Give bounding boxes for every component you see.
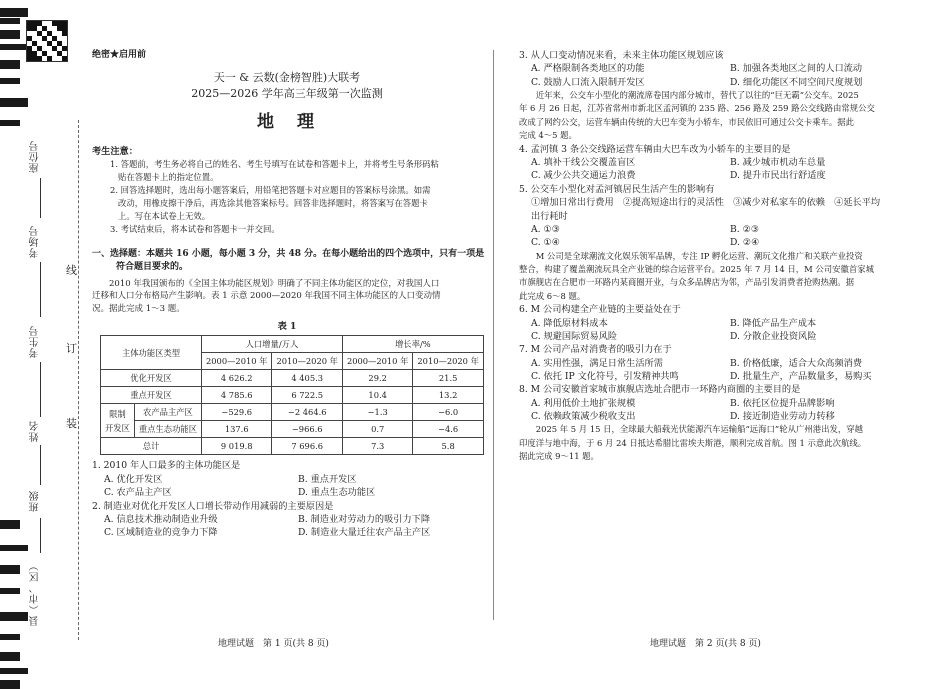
- stripe-bar: [0, 520, 20, 529]
- table-cell: 137.6: [202, 421, 272, 438]
- option: D. 提升市民出行舒适度: [730, 170, 826, 182]
- exam-room-label: 考场号: [30, 225, 41, 258]
- passage-line: 2010 年我国颁布的《全国主体功能区规划》明确了不同主体功能区的定位，对我国人口: [109, 279, 440, 290]
- passage-line: 2025 年 5 月 15 日，全球最大船载光伏能源汽车运输船“远海口”轮从广州港出发，穿越: [535, 424, 863, 435]
- option: B. 依托区位提升品牌影响: [730, 397, 835, 409]
- stripe-bar: [0, 652, 20, 661]
- note-line: 3. 考试结束后，将本试卷和答题卡一并交回。: [110, 223, 280, 234]
- option: D. 制造业大量迁往农产品主产区: [298, 527, 431, 539]
- passage-line: 此完成 6～8 题。: [519, 290, 586, 301]
- option: C. 农产品主产区: [104, 487, 172, 499]
- passage-2: [519, 89, 919, 143]
- passage-3: [519, 250, 919, 304]
- option: B. 加强各类地区之间的人口流动: [730, 63, 863, 75]
- option: B. ②③: [730, 223, 760, 235]
- stripe-bar: [0, 634, 20, 640]
- table-cell: 4 626.2: [202, 370, 272, 387]
- table-header-rate: 增长率/%: [342, 336, 483, 353]
- seat-number-label: 座位号: [30, 140, 41, 173]
- question-2: 2. 制造业对优化开发区人口增长带动作用减弱的主要原因是: [92, 500, 334, 512]
- table-row: [101, 404, 484, 421]
- passage-line: M 公司是全球潮流文化娱乐领军品牌，专注 IP 孵化运营、潮玩文化推广和关联产业投资: [535, 250, 863, 261]
- option: D. 细化功能区不同空间尺度规划: [730, 76, 863, 88]
- option: A. ①③: [531, 223, 560, 235]
- cut-line: [78, 120, 79, 640]
- table-cell: 总计: [101, 438, 202, 455]
- exam-name: 天一 & 云数(金榜智胜)大联考: [213, 71, 361, 85]
- table-cell: −1.3: [342, 404, 412, 421]
- table-cell: −966.6: [272, 421, 342, 438]
- question-5: 5. 公交车小型化对孟河镇居民生活产生的影响有: [519, 183, 715, 195]
- option: D. 分散企业投资风险: [730, 330, 817, 342]
- question-3: 3. 从人口变动情况来看，未来主体功能区规划应该: [519, 50, 724, 61]
- binding-stripe: [0, 0, 28, 688]
- stripe-bar: [0, 565, 20, 574]
- table-cell: 29.2: [342, 370, 412, 387]
- question-4-options: [519, 156, 919, 183]
- cut-mark-assemble: 装: [66, 417, 77, 430]
- question-8-options: [519, 397, 919, 424]
- table-header-increment: 人口增量/万人: [202, 336, 343, 353]
- stripe-bar: [0, 588, 20, 594]
- qr-code: [26, 20, 68, 62]
- table-cell: 优化开发区: [101, 370, 202, 387]
- stripe-bar: [0, 612, 28, 621]
- table-caption: 表 1: [277, 321, 297, 333]
- notes-title: 考生注意：: [92, 145, 138, 157]
- table-cell: 7.3: [342, 438, 412, 455]
- table-cell: 0.7: [342, 421, 412, 438]
- table-cell: 7 696.6: [272, 438, 342, 455]
- question-6-options: [519, 317, 919, 344]
- page-footer-1: 地理试题 第 1 页(共 8 页): [218, 639, 329, 649]
- option: D. ②④: [730, 237, 760, 249]
- table-cell: 9 019.8: [202, 438, 272, 455]
- table-cell: 6 722.5: [272, 387, 342, 404]
- question-6: 6. M 公司构建全产业链的主要益处在于: [519, 304, 681, 316]
- table-header-type: 主体功能区类型: [101, 336, 202, 370]
- qr-module: [37, 56, 42, 61]
- note-line: 改动，用橡皮擦干净后，再选涂其他答案标号。回答非选择题时，将答案写在答题卡: [118, 197, 428, 208]
- stripe-bar: [0, 18, 20, 24]
- passage-line: 完成 4～5 题。: [519, 130, 577, 141]
- table-row: [101, 387, 484, 404]
- cut-mark-bind: 订: [66, 342, 77, 355]
- option: C. 减少公共交通运力浪费: [531, 170, 636, 182]
- stripe-bar: [0, 98, 28, 107]
- table-cell: −529.6: [202, 404, 272, 421]
- option: D. 批量生产，产品数量多，易购买: [730, 371, 872, 382]
- question-2-options: [92, 513, 482, 540]
- passage-line: 整合，构建了覆盖潮流玩具全产业链的综合运营平台。2025 年 7 月 14 日，M 公司安徽首家城: [519, 263, 874, 274]
- passage-line: 据此完成 9～11 题。: [519, 451, 599, 462]
- stripe-bar: [0, 545, 28, 551]
- table-cell: 4 785.6: [202, 387, 272, 404]
- name-label: 姓名: [30, 420, 41, 442]
- right-column: [519, 49, 919, 464]
- qr-module: [62, 31, 67, 36]
- table-cell: −2 464.6: [272, 404, 342, 421]
- option: B. 减少城市机动车总量: [730, 157, 826, 169]
- table-header-period: 2010—2020 年: [272, 353, 342, 370]
- name-field: [40, 445, 41, 485]
- note-line: 1. 答题前，考生务必将自己的姓名、考生号填写在试卷和答题卡上，并将考生号条形码粘: [110, 158, 439, 169]
- question-7-options: [519, 357, 919, 384]
- notes-list: [92, 158, 482, 236]
- option: A. 严格限制各类地区的功能: [531, 63, 645, 75]
- option: A. 实用性强，满足日常生活所需: [531, 357, 663, 369]
- passage-line: 年 6 月 26 日起，江苏省常州市新北区孟河镇的 235 路、256 路及 259 路公交线路由常规公交: [519, 103, 875, 114]
- option: C. 依赖政策减少税收支出: [531, 411, 636, 423]
- question-1-options: [92, 473, 482, 500]
- option: A. 利用低价土地扩张规模: [531, 397, 636, 409]
- qr-module: [47, 56, 52, 61]
- stripe-bar: [0, 44, 28, 50]
- section-title: 一、选择题：本题共 16 小题，每小题 3 分，共 48 分。在每小题给出的四个选项中，只有一项是: [92, 249, 485, 259]
- question-5-items-cont: 出行耗时: [531, 210, 568, 222]
- table-cell: 5.8: [413, 438, 483, 455]
- question-4: 4. 孟河镇 3 条公交线路运营车辆由大巴车改为小轿车的主要目的是: [519, 143, 791, 155]
- exam-room-field: [40, 262, 41, 317]
- question-8: 8. M 公司安徽首家城市旗舰店选址合肥市一环路内商圈的主要目的是: [519, 384, 801, 396]
- passage-line: 印度洋与地中海，于 6 月 24 日抵达希腊比雷埃夫斯港，顺利完成首航。图 1 示意此次航线。: [519, 437, 867, 448]
- question-1: 1. 2010 年人口最多的主体功能区是: [92, 460, 241, 472]
- restrict-label: 限制: [109, 408, 126, 419]
- question-5-options: [519, 223, 919, 250]
- question-3-options: [519, 62, 919, 89]
- table-cell: 重点生态功能区: [134, 421, 201, 438]
- table-header-period: 2000—2010 年: [202, 353, 272, 370]
- qr-module: [62, 46, 67, 51]
- candidate-number-label: 考生号: [30, 325, 41, 358]
- passage-line: 迁移和人口分布格局产生影响。表 1 示意 2000—2020 年我国不同主体功能区的人口变动情: [92, 291, 441, 302]
- stripe-bar: [0, 60, 20, 69]
- note-line: 上。写在本试卷上无效。: [118, 210, 211, 221]
- qr-module: [62, 56, 67, 61]
- option: B. 价格低廉，适合大众高频消费: [730, 357, 863, 369]
- option: C. 规避国际贸易风险: [531, 330, 618, 342]
- table-cell: 4 405.3: [272, 370, 342, 387]
- stripe-bar: [0, 78, 20, 84]
- section-title-cont: 符合题目要求的。: [116, 262, 189, 273]
- table-cell: 21.5: [413, 370, 483, 387]
- table-cell: −4.6: [413, 421, 483, 438]
- secret-mark: 绝密★启用前: [92, 50, 147, 60]
- table-row: [101, 370, 484, 387]
- option: B. 重点开发区: [298, 473, 357, 485]
- cut-mark-line: 线: [66, 264, 77, 277]
- table-cell: −6.0: [413, 404, 483, 421]
- passage-line: 改成了网约公交，运营车辆由传统的大巴车变为小轿车，市民依旧可通过公交卡乘车。据此: [519, 116, 854, 127]
- population-table: [100, 335, 484, 455]
- passage-4: [519, 423, 919, 463]
- option: A. 填补干线公交覆盖盲区: [531, 157, 636, 169]
- column-divider: [493, 50, 494, 620]
- table-row: [101, 438, 484, 455]
- option: A. 降低原材料成本: [531, 317, 608, 329]
- candidate-number-field: [40, 362, 41, 417]
- option: B. 降低产品生产成本: [730, 317, 817, 329]
- table-cell: 10.4: [342, 387, 412, 404]
- passage-line: 近年来，公交车小型化的潮流席卷国内部分城市，替代了以往的“巨无霸”公交车。2025: [535, 90, 859, 101]
- stripe-bar: [0, 120, 20, 126]
- subject-title: 地 理: [257, 111, 317, 132]
- note-line: 贴在答题卡上的指定位置。: [118, 171, 219, 182]
- stripe-bar: [0, 30, 20, 39]
- option: A. 优化开发区: [104, 473, 163, 485]
- option: D. 重点生态功能区: [298, 487, 376, 499]
- option: C. ①④: [531, 237, 561, 249]
- stripe-bar: [0, 668, 28, 674]
- option: C. 依托 IP 文化符号，引发精神共鸣: [531, 371, 679, 382]
- left-column: [92, 49, 485, 540]
- table-row: [101, 421, 484, 438]
- question-7: 7. M 公司产品对消费者的吸引力在于: [519, 344, 672, 356]
- page-footer-2: 地理试题 第 2 页(共 8 页): [650, 639, 761, 649]
- option: C. 鼓励人口流入限制开发区: [531, 76, 645, 88]
- question-5-items: ①增加日常出行费用 ②提高短途出行的灵活性 ③减少对私家车的依赖 ④延长平均: [531, 197, 881, 209]
- table-cell: 13.2: [413, 387, 483, 404]
- exam-year: 2025—2026 学年高三年级第一次监测: [191, 86, 383, 100]
- option: B. 制造业对劳动力的吸引力下降: [298, 513, 431, 525]
- table-header-period: 2000—2010 年: [342, 353, 412, 370]
- table-cell-restrict: [101, 404, 135, 438]
- option: D. 接近制造业劳动力转移: [730, 411, 835, 423]
- note-line: 2. 回答选择题时，选出每小题答案后，用铅笔把答题卡对应题目的答案标号涂黑。如需: [110, 184, 431, 195]
- table-cell: 重点开发区: [101, 387, 202, 404]
- table-cell: 农产品主产区: [134, 404, 201, 421]
- stripe-bar: [0, 8, 28, 17]
- option: A. 信息技术推动制造业升级: [104, 513, 218, 525]
- passage-line: 况。据此完成 1～3 题。: [92, 303, 185, 314]
- passage-line: 市旗舰店在合肥市一环路内某商圈开业，与众多品牌店为邻，产品引发消费者抢购热潮。据: [519, 277, 854, 288]
- seat-number-field: [40, 178, 41, 218]
- county-label: 县（市、区）: [30, 560, 41, 626]
- option: C. 区域制造业的竞争力下降: [104, 527, 218, 539]
- restrict-label: 开发区: [105, 422, 130, 433]
- class-label: 班级: [30, 490, 41, 512]
- table-header-period: 2010—2020 年: [413, 353, 483, 370]
- class-field: [40, 518, 41, 553]
